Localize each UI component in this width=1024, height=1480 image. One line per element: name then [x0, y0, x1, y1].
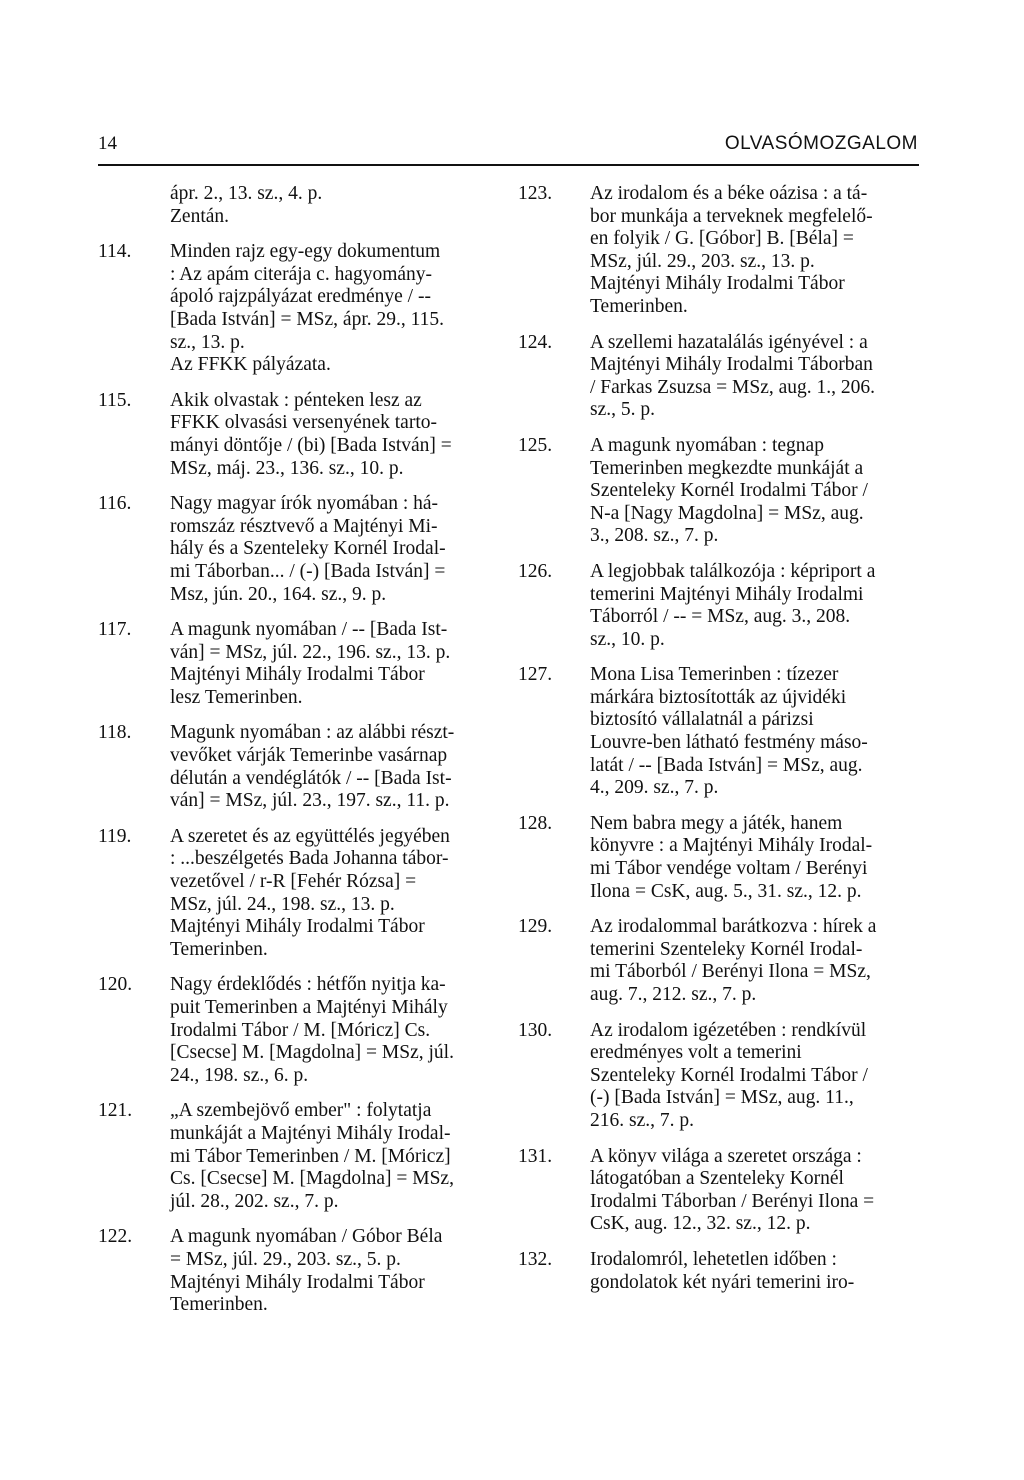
entry-line: mányi döntője / (bi) [Bada István] =: [170, 434, 452, 456]
entry-line: MSz, máj. 23., 136. sz., 10. p.: [170, 457, 404, 479]
bibliography-entry: [518, 1249, 932, 1294]
entry-line: en folyik / G. [Góbor] B. [Béla] =: [590, 228, 854, 250]
entry-number: 121.: [98, 1100, 133, 1122]
entry-line: Cs. [Csecse] M. [Magdolna] = MSz,: [170, 1168, 454, 1190]
entry-number: 114.: [98, 241, 132, 263]
entry-line: FFKK olvasási versenyének tarto-: [170, 412, 437, 434]
entry-line: 216. sz., 7. p.: [590, 1109, 694, 1131]
entry-line: ván] = MSz, júl. 23., 197. sz., 11. p.: [170, 790, 450, 812]
entry-line: 4., 209. sz., 7. p.: [590, 777, 719, 799]
entry-line: temerini Majtényi Mihály Irodalmi: [590, 583, 864, 605]
entry-line: Irodalmi Tábor / M. [Móricz] Cs.: [170, 1019, 431, 1041]
entry-line: mi Tábor vendége voltam / Berényi: [590, 858, 868, 880]
entry-line: látogatóban a Szenteleky Kornél: [590, 1168, 844, 1190]
entry-line: A szellemi hazatalálás igényével : a: [590, 331, 868, 353]
entry-line: ápr. 2., 13. sz., 4. p.: [170, 183, 323, 204]
header-rule: [98, 164, 919, 166]
entry-line: Temerinben.: [170, 938, 268, 960]
entry-text: [170, 1100, 508, 1213]
entry-line: hály és a Szenteleky Kornél Irodal-: [170, 538, 446, 560]
entry-line: Zentán.: [170, 205, 230, 227]
entry-line: ván] = MSz, júl. 22., 196. sz., 13. p.: [170, 641, 451, 663]
bibliography-entry: [518, 813, 932, 903]
entry-line: aug. 7., 212. sz., 7. p.: [590, 984, 757, 1005]
entry-text: [590, 664, 932, 800]
entry-line: mi Tábor Temerinben / M. [Móricz]: [170, 1145, 451, 1167]
entry-line: sz., 10. p.: [590, 628, 665, 650]
bibliography-entry: [518, 1146, 932, 1236]
entry-line: Nagy magyar írók nyomában : há-: [170, 493, 439, 515]
bibliography-entry: [98, 826, 508, 962]
entry-text: [170, 241, 508, 377]
page-number: 14: [98, 133, 117, 154]
entry-line: lesz Temerinben.: [170, 686, 303, 708]
bibliography-entry: [98, 974, 508, 1087]
bibliography-entry: [98, 183, 508, 228]
entry-text: [590, 435, 932, 548]
entry-text: [590, 183, 932, 319]
bibliography-entry: [518, 561, 932, 651]
entry-line: A magunk nyomában / -- [Bada Ist-: [170, 619, 448, 641]
entry-text: [170, 183, 508, 228]
entry-text: [590, 1020, 932, 1133]
entry-line: 24., 198. sz., 6. p.: [170, 1064, 309, 1086]
entry-line: [Csecse] M. [Magdolna] = MSz, júl.: [170, 1042, 454, 1064]
entry-line: sz., 5. p.: [590, 399, 655, 421]
entry-line: MSz, júl. 24., 198. sz., 13. p.: [170, 893, 395, 915]
entry-line: bor munkája a terveknek megfelelő-: [590, 205, 873, 227]
bibliography-entry: [518, 332, 932, 422]
running-head: OLVASÓMOZGALOM: [724, 133, 918, 154]
entry-line: biztosító vállalatnál a párizsi: [590, 709, 814, 731]
bibliography-entry: [518, 183, 932, 319]
entry-line: Temerinben megkezdte munkáját a: [590, 457, 864, 479]
entry-line: Temerinben.: [590, 295, 688, 317]
bibliography-entry: [98, 1226, 508, 1316]
entry-line: Nagy érdeklődés : hétfőn nyitja ka-: [170, 974, 446, 996]
entry-line: Magunk nyomában : az alábbi részt-: [170, 722, 455, 744]
entry-line: temerini Szenteleky Kornél Irodal-: [590, 938, 863, 960]
entry-line: Irodalmi Táborban / Berényi Ilona =: [590, 1190, 875, 1212]
entry-number: 119.: [98, 825, 132, 847]
entry-number: 129.: [518, 916, 553, 938]
entry-line: Akik olvastak : pénteken lesz az: [170, 389, 422, 411]
entry-text: [590, 561, 932, 651]
entry-line: Ilona = CsK, aug. 5., 31. sz., 12. p.: [590, 880, 862, 902]
entry-text: [590, 916, 932, 1006]
entry-line: Szenteleky Kornél Irodalmi Tábor /: [590, 480, 868, 502]
entry-text: [170, 974, 508, 1087]
entry-number: 132.: [518, 1248, 553, 1270]
entry-line: munkáját a Majtényi Mihály Irodal-: [170, 1122, 451, 1144]
entry-number: 117.: [98, 619, 132, 641]
entry-line: romszáz résztvevő a Majtényi Mi-: [170, 515, 438, 537]
entry-text: [590, 813, 932, 903]
entry-number: 130.: [518, 1019, 553, 1041]
entry-line: A könyv világa a szeretet országa :: [590, 1145, 862, 1167]
entry-line: : Az apám citerája c. hagyomány-: [170, 263, 433, 285]
entry-line: Az irodalom és a béke oázisa : a tá-: [590, 183, 868, 204]
entry-line: vevőket várják Temerinbe vasárnap: [170, 745, 448, 767]
entry-line: Majtényi Mihály Irodalmi Tábor: [170, 1271, 425, 1293]
entry-number: 124.: [518, 331, 553, 353]
entry-line: eredményes volt a temerini: [590, 1042, 802, 1064]
entry-text: [170, 619, 508, 709]
bibliography-entry: [98, 1100, 508, 1213]
entry-line: Msz, jún. 20., 164. sz., 9. p.: [170, 583, 387, 605]
entry-line: Az FFKK pályázata.: [170, 354, 331, 376]
entry-line: Majtényi Mihály Irodalmi Táborban: [590, 354, 873, 376]
entry-line: Mona Lisa Temerinben : tízezer: [590, 664, 839, 686]
bibliography-entry: [98, 619, 508, 709]
entry-number: 116.: [98, 493, 132, 515]
entry-line: Majtényi Mihály Irodalmi Tábor: [590, 273, 845, 295]
entry-text: [170, 1226, 508, 1316]
entry-line: = MSz, júl. 29., 203. sz., 5. p.: [170, 1248, 401, 1270]
left-column: [98, 183, 508, 1330]
bibliography-entry: [518, 1020, 932, 1133]
entry-line: A magunk nyomában / Góbor Béla: [170, 1226, 443, 1248]
bibliography-entry: [518, 435, 932, 548]
entry-line: mi Táborból / Berényi Ilona = MSz,: [590, 961, 871, 983]
bibliography-entry: [518, 916, 932, 1006]
entry-line: Louvre-ben látható festmény máso-: [590, 732, 868, 754]
entry-number: 115.: [98, 389, 132, 411]
entry-text: [170, 390, 508, 480]
entry-line: : ...beszélgetés Bada Johanna tábor-: [170, 848, 449, 870]
entry-line: sz., 13. p.: [170, 331, 245, 353]
entry-number: [98, 183, 170, 228]
entry-line: délután a vendéglátók / -- [Bada Ist-: [170, 767, 452, 789]
entry-line: A magunk nyomában : tegnap: [590, 434, 824, 456]
entry-line: könyvre : a Majtényi Mihály Irodal-: [590, 835, 873, 857]
bibliography-entry: [98, 390, 508, 480]
entry-line: Szenteleky Kornél Irodalmi Tábor /: [590, 1064, 868, 1086]
entry-line: Az irodalommal barátkozva : hírek a: [590, 916, 877, 938]
bibliography-entry: [98, 493, 508, 606]
entry-line: „A szembejövő ember" : folytatja: [170, 1100, 432, 1122]
entry-line: Minden rajz egy-egy dokumentum: [170, 241, 441, 263]
entry-number: 131.: [518, 1145, 553, 1167]
entry-line: márkára biztosították az újvidéki: [590, 686, 847, 708]
entry-line: CsK, aug. 12., 32. sz., 12. p.: [590, 1213, 811, 1235]
entry-line: Majtényi Mihály Irodalmi Tábor: [170, 664, 425, 686]
entry-line: Temerinben.: [170, 1294, 268, 1316]
entry-line: 3., 208. sz., 7. p.: [590, 525, 719, 547]
entry-text: [170, 493, 508, 606]
entry-number: 128.: [518, 812, 553, 834]
entry-line: júl. 28., 202. sz., 7. p.: [170, 1190, 339, 1212]
entry-line: Nem babra megy a játék, hanem: [590, 812, 843, 834]
entry-line: A szeretet és az együttélés jegyében: [170, 825, 450, 847]
entry-line: Irodalomról, lehetetlen időben :: [590, 1248, 837, 1270]
entry-line: MSz, júl. 29., 203. sz., 13. p.: [590, 250, 815, 272]
entry-number: 126.: [518, 560, 553, 582]
entry-line: (-) [Bada István] = MSz, aug. 11.,: [590, 1087, 854, 1109]
entry-line: vezetővel / r-R [Fehér Rózsa] =: [170, 871, 417, 893]
entry-number: 127.: [518, 664, 553, 686]
entry-line: mi Táborban... / (-) [Bada István] =: [170, 560, 446, 582]
entry-number: 125.: [518, 434, 553, 456]
entry-number: 120.: [98, 974, 133, 996]
entry-line: N-a [Nagy Magdolna] = MSz, aug.: [590, 502, 864, 524]
bibliography-entry: [98, 241, 508, 377]
entry-text: [590, 1146, 932, 1236]
entry-text: [170, 722, 508, 812]
entry-line: / Farkas Zsuzsa = MSz, aug. 1., 206.: [590, 376, 876, 398]
entry-line: [Bada István] = MSz, ápr. 29., 115.: [170, 308, 445, 330]
right-column: [518, 183, 932, 1307]
entry-text: [170, 826, 508, 962]
entry-line: Táborról / -- = MSz, aug. 3., 208.: [590, 606, 851, 628]
entry-line: puit Temerinben a Majtényi Mihály: [170, 997, 448, 1018]
bibliography-entry: [518, 664, 932, 800]
entry-number: 123.: [518, 183, 553, 204]
entry-line: Majtényi Mihály Irodalmi Tábor: [170, 916, 425, 938]
entry-line: ápoló rajzpályázat eredménye / --: [170, 286, 431, 308]
entry-text: [590, 1249, 932, 1294]
bibliography-entry: [98, 722, 508, 812]
entry-line: A legjobbak találkozója : képriport a: [590, 560, 876, 582]
entry-number: 118.: [98, 722, 132, 744]
entry-text: [590, 332, 932, 422]
entry-line: gondolatok két nyári temerini iro-: [590, 1271, 855, 1293]
entry-line: Az irodalom igézetében : rendkívül: [590, 1019, 867, 1041]
entry-line: latát / -- [Bada István] = MSz, aug.: [590, 754, 863, 776]
entry-number: 122.: [98, 1226, 133, 1248]
